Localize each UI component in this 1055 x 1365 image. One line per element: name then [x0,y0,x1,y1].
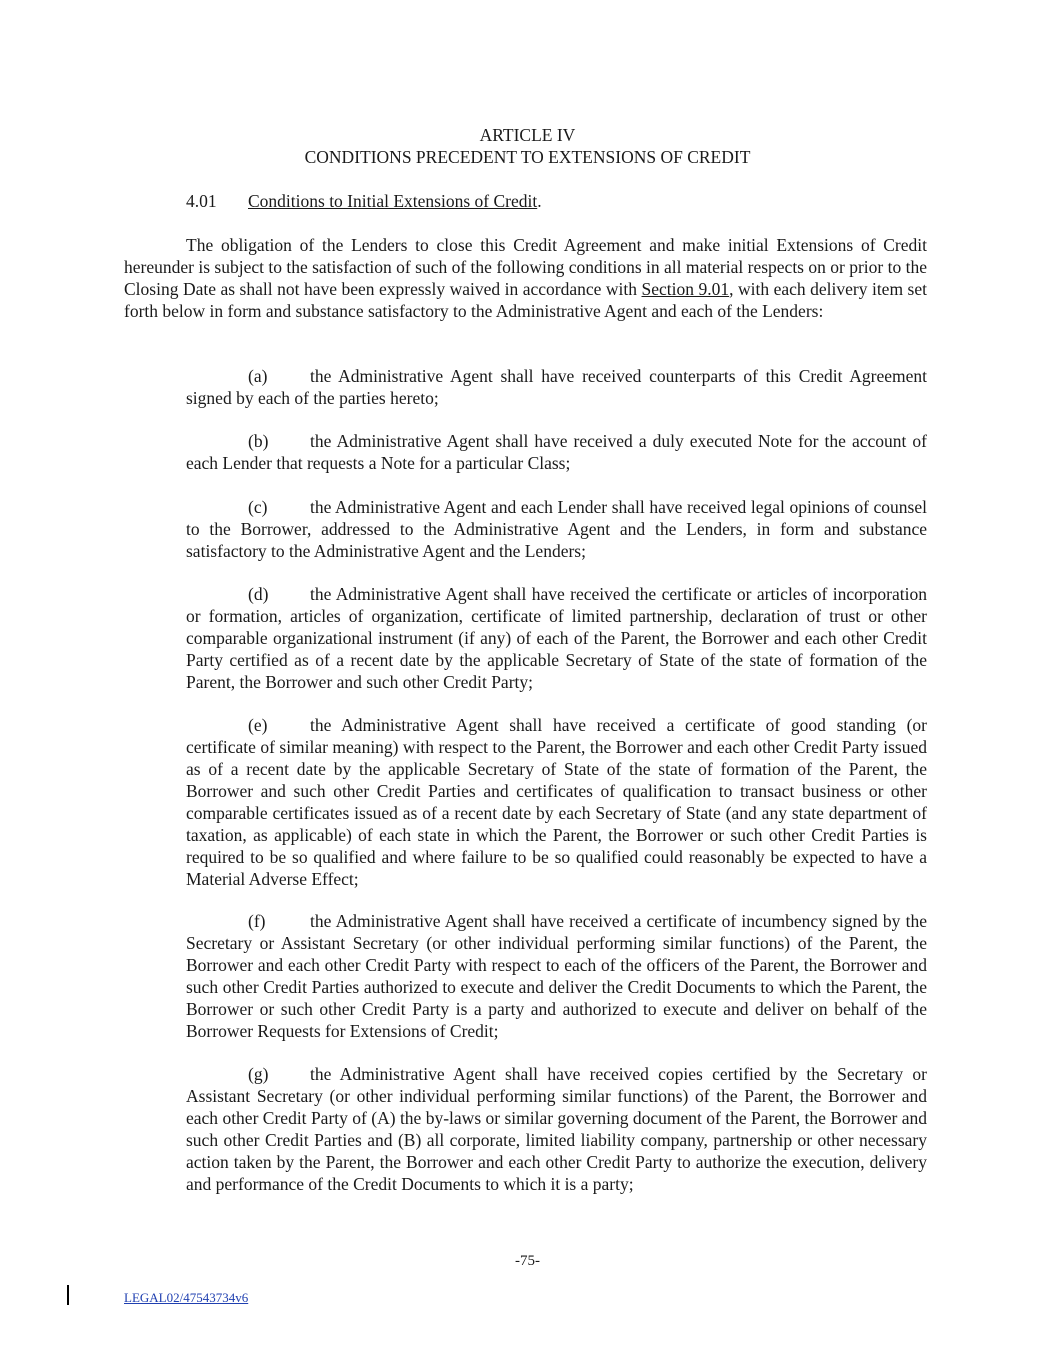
item-text: the Administrative Agent shall have received counterparts of this Credit Agreement signed by each of the parties hereto; [186,366,927,408]
page-number: -75- [515,1253,540,1269]
item-text: the Administrative Agent shall have received a duly executed Note for the account of each Lender that requests a Note for a particular Class; [186,431,927,473]
item-text: the Administrative Agent shall have received copies certified by the Secretary or Assistant Secretary (or other individual performing similar functions) of the Parent, the Borrower and each other Credit Party of (A) the by-laws or similar governing document of the Parent, the Borrower and such other Credit Parties and (B) all corporate, limited liability company, partnership or other necessary action taken by the Parent, the Borrower and each other Credit Party to authorize the execution, delivery and performance of the Credit Documents to which it is a party; [186,1064,927,1194]
item-label: (a) [248,366,268,386]
section-reference-link: Section 9.01 [641,279,730,299]
section-number: 4.01 [186,191,217,211]
document-reference-link[interactable]: LEGAL02/47543734v6 [124,1290,249,1305]
section-title-period: . [537,191,542,211]
condition-item-f [186,910,927,1042]
item-text: the Administrative Agent shall have received a certificate of good standing (or certificate of similar meaning) with respect to the Parent, the Borrower and each other Credit Party issued as of a recent date by the applicable Secretary of State of the state of formation of the Parent, the Borrower and such other Credit Parties and certificates of qualification to transact business or other comparable certificates issued as of a recent date by each Secretary of State (and any state department of taxation, as applicable) of each state in which the Parent, the Borrower or such other Credit Parties is required to be so qualified and where failure to be so qualified could reasonably be expected to have a Material Adverse Effect; [186,715,927,889]
item-label: (c) [248,497,268,517]
item-label: (e) [248,715,268,735]
condition-item-g [186,1063,927,1195]
section-heading [186,190,542,212]
condition-item-c [186,496,927,562]
condition-item-a [186,365,927,409]
change-bar [67,1285,69,1305]
item-label: (d) [248,584,269,604]
item-label: (g) [248,1064,269,1084]
intro-paragraph [124,234,927,322]
item-text: the Administrative Agent shall have received a certificate of incumbency signed by the Secretary or Assistant Secretary (or other individual performing similar functions) of the Parent, the Borrower and each other Credit Party with respect to each of the officers of the Parent, the Borrower and such other Credit Parties authorized to execute and deliver the Credit Documents to which the Parent, the Borrower or such other Credit Party is a party and authorized to execute and deliver on behalf of the Borrower Requests for Extensions of Credit; [186,911,927,1041]
intro-text-start: The obligation of the Lenders to close this Credit Agreement and make initial Extensions of Credit hereunder is subject to the satisfaction of such of the following conditions in all material respects on or prior to the Closing Date as shall not have been expressly waived in accordance with [124,235,927,299]
section-title: Conditions to Initial Extensions of Credit [248,191,538,211]
item-label: (b) [248,431,269,451]
article-title: CONDITIONS PRECEDENT TO EXTENSIONS OF CREDIT [304,147,751,167]
condition-item-b [186,430,927,474]
intro-text-end: , with each delivery item set forth below in form and substance satisfactory to the Administrative Agent and each of the Lenders: [124,279,927,321]
article-number: ARTICLE IV [479,125,576,145]
condition-item-e [186,714,927,890]
item-text: the Administrative Agent shall have received the certificate or articles of incorporation or formation, articles of organization, certificate of limited partnership, declaration of trust or other comparable organizational instrument (if any) of each of the Parent, the Borrower and each other Credit Party certified as of a recent date by the applicable Secretary of State of the state of formation of the Parent, the Borrower and such other Credit Party; [186,584,927,692]
item-label: (f) [248,911,266,931]
condition-item-d [186,583,927,693]
item-text: the Administrative Agent and each Lender shall have received legal opinions of counsel to the Borrower, addressed to the Administrative Agent and the Lenders, in form and substance satisfactory to the Administrative Agent and the Lenders; [186,497,927,561]
